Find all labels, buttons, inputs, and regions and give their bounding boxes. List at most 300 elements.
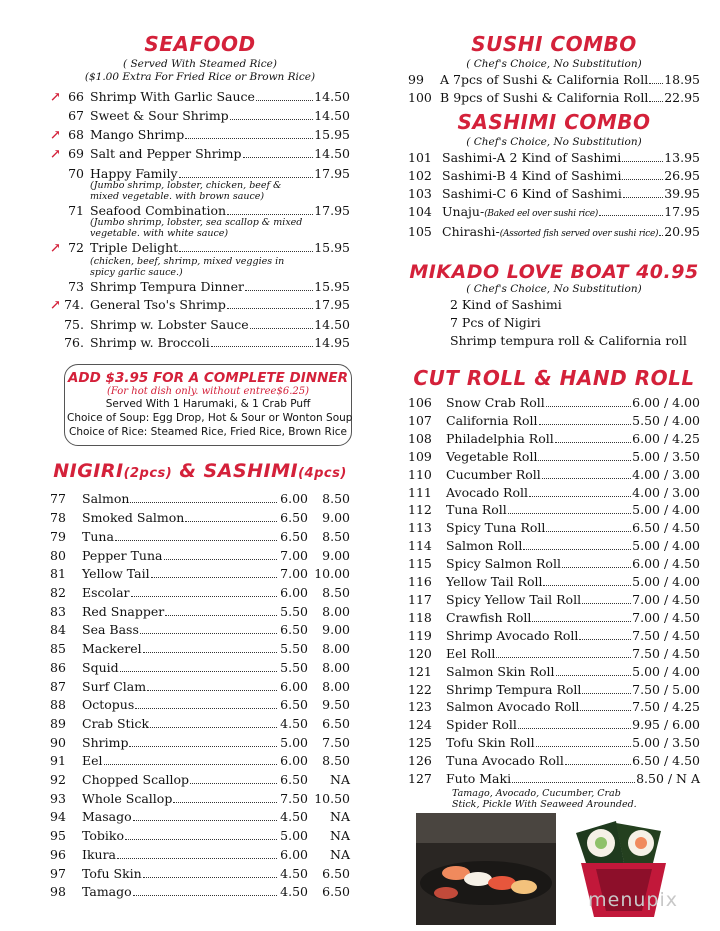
leader-dots [523,543,631,550]
item-number: 83 [50,603,66,619]
item-price: 5.00 / 4.00 [632,538,700,554]
item-name: Yellow Tail Roll [446,574,543,590]
nigiri-price: 6.00 [280,584,308,600]
nigiri-item [50,827,350,846]
sashimi-price: 8.50 [322,584,350,600]
item-name: Snow Crab Roll [446,395,545,410]
item-price: 39.95 [664,186,700,201]
item-price: 17.95 [314,297,350,313]
love-boat-lines [450,296,700,350]
nigiri-item [50,771,350,790]
roll-item [408,752,700,770]
item-name: Spicy Yellow Tail Roll [446,591,582,607]
sashimi-price: 9.00 [322,622,350,638]
leader-dots [133,814,277,821]
sashimi-combo-item [408,149,700,167]
nigiri-price: 6.50 [280,697,308,713]
sashimi-price: NA [330,846,350,862]
love-boat-line: 2 Kind of Sashimi [450,297,562,312]
leader-dots [546,525,631,532]
leader-dots [143,871,277,878]
item-price: 13.95 [664,150,700,165]
right-column [408,0,700,925]
item-name: Ikura [82,846,116,862]
item-number: 115 [408,556,432,572]
sashimi-price: 8.50 [322,491,350,507]
item-number: 120 [408,645,432,661]
item-price: 6.00 / 4.25 [632,430,700,446]
item-name: Sea Bass [82,622,139,638]
leader-dots [227,302,313,309]
love-boat-line: Shrimp tempura roll & California roll [450,333,687,348]
nigiri-price: 5.00 [280,828,308,844]
sashimi-price: 6.50 [322,865,350,881]
item-name: Shrimp w. Broccoli [90,335,210,351]
sushi-combo-list [408,71,700,106]
item-price: 6.50 / 4.50 [632,753,700,769]
sashimi-combo-title: SASHIMI COMBO [457,110,651,134]
leader-dots [622,155,663,162]
leader-dots [496,651,631,658]
item-name: Cucumber Roll [446,466,541,482]
item-number: 104 [408,204,432,219]
leader-dots [599,209,663,216]
nigiri-title-c: & SASHIMI [172,460,299,483]
item-name: Escolar [82,584,130,600]
sashimi-combo-item [408,185,700,203]
item-name: 9pcs of Sushi & California Roll [453,89,649,105]
dinner-box-sub: (For hot dish only. without entree$6.25) [106,386,310,398]
seafood-item [50,145,350,164]
roll-item [408,627,700,645]
item-price: 7.50 / 4.50 [632,645,700,661]
complete-dinner-box [64,364,352,446]
leader-dots [649,95,663,102]
seafood-item [50,296,350,315]
seafood-item [50,316,350,334]
item-price: 5.00 / 4.00 [632,502,700,518]
leader-dots [582,597,631,604]
nigiri-price: 6.50 [280,772,308,788]
item-price: 17.95 [314,165,350,181]
item-name: Shrimp Avocado Roll [446,627,579,643]
sushi-combo-sub: ( Chef's Choice, No Substitution) [466,58,642,70]
item-name: Salmon Avocado Roll [446,699,580,715]
sashimi-price: 6.50 [322,715,350,731]
leader-dots [165,609,277,616]
item-name: Sashimi-C 6 Kind of Sashimi [442,186,622,201]
item-number: 92 [50,772,66,788]
sashimi-price: 10.00 [314,566,350,582]
item-name: Mackerel [82,641,142,657]
leader-dots [250,322,314,329]
item-name: Vegetable Roll [446,448,538,464]
leader-dots [104,758,277,765]
leader-dots [117,852,277,859]
seafood-item [50,107,350,125]
item-name: Seafood Combination [90,203,227,219]
item-number: 124 [408,717,432,733]
nigiri-title-b: (2pcs) [123,466,173,482]
item-name: Shrimp Tempura Dinner [90,278,244,294]
item-price: 5.00 / 3.50 [632,735,700,751]
nigiri-item [50,715,350,734]
item-price: 18.95 [664,72,700,87]
seafood-item [50,334,350,352]
item-number: 117 [408,591,432,607]
item-number: 89 [50,715,66,731]
item-price: 7.50 / 4.50 [632,627,700,643]
leader-dots [179,245,313,252]
sashimi-combo-item [408,203,700,223]
seafood-sub2: ($1.00 Extra For Fried Rice or Brown Rice) [84,71,316,83]
leader-dots [133,889,277,896]
roll-item [408,734,700,752]
item-name: Whole Scallop [82,790,173,806]
item-price: 6.50 / 4.50 [632,520,700,536]
item-number: 79 [50,528,66,544]
item-price: 7.50 / 4.25 [632,699,700,715]
leader-dots [532,615,631,622]
item-number: 90 [50,734,66,750]
dinner-box-line3: Choice of Rice: Steamed Rice, Fried Rice, Brown Rice [69,426,347,439]
item-number: 74. [64,297,84,313]
leader-dots [536,740,632,747]
nigiri-price: 5.50 [280,659,308,675]
item-price: 14.50 [314,89,350,104]
item-price: 7.50 / 5.00 [632,681,700,697]
leader-dots [622,173,663,180]
nigiri-price: 6.00 [280,678,308,694]
item-price: 4.00 / 3.00 [632,466,700,482]
item-name: Tuna Avocado Roll [446,753,564,769]
item-number: 109 [408,448,432,464]
item-number: 93 [50,790,66,806]
item-description: (Jumbo shrimp, lobster, chicken, beef & mixed vegetable. with brown sauce) [90,180,282,203]
sashimi-combo-list [408,149,700,243]
item-number: 113 [408,520,432,536]
item-name: Masago [82,809,132,825]
item-price: 5.00 / 3.50 [632,448,700,464]
leader-dots [143,646,277,653]
item-number: 119 [408,627,432,643]
item-name: 7pcs of Sushi & California Roll [453,72,649,87]
sashimi-price: 8.00 [322,641,350,657]
roll-item [408,716,700,734]
item-price: 5.00 / 4.00 [632,663,700,679]
item-number: 72 [68,240,84,256]
leader-dots [115,534,277,541]
leader-dots [243,151,314,158]
item-name: Spider Roll [446,717,517,733]
item-number: 106 [408,395,432,410]
item-name: General Tso's Shrimp [90,297,226,313]
roll-item [408,412,700,430]
item-number: 110 [408,466,432,482]
leader-dots [227,208,313,215]
item-description: (Jumbo shrimp, lobster, sea scallop & mixed vegetable. with white sauce) [90,217,303,240]
roll-item [408,663,700,681]
seafood-item [50,88,350,107]
item-name: Tamago [82,884,132,900]
item-number: 78 [50,510,66,526]
item-name: Futo Maki [446,771,512,787]
nigiri-price: 6.00 [280,491,308,507]
roll-item [408,681,700,699]
item-price: 6.00 / 4.00 [632,395,700,410]
item-number: 71 [68,203,84,219]
seafood-list [50,88,350,352]
item-name: Chopped Scallop [82,772,190,788]
nigiri-item [50,509,350,528]
leader-dots [185,132,313,139]
item-price: 26.95 [664,168,700,183]
item-number: 125 [408,735,432,751]
nigiri-item [50,640,350,659]
roll-item [408,609,700,627]
item-price: 8.50 / N A [636,771,700,787]
sashimi-price: 9.00 [322,547,350,563]
seafood-item [50,126,350,145]
spicy-pepper-icon: ↗ [50,298,61,314]
item-name: Shrimp Tempura Roll [446,681,582,697]
item-name: Tuna Roll [446,502,507,518]
item-number: 86 [50,659,66,675]
leader-dots [518,722,631,729]
item-number: 123 [408,699,432,715]
nigiri-item [50,528,350,547]
item-price: 6.00 / 4.50 [632,556,700,572]
item-number: 99 [408,72,424,87]
sashimi-price: 6.50 [322,884,350,900]
item-price: 14.50 [314,316,350,332]
roll-item [408,591,700,609]
sushi-combo-item [408,89,700,107]
leader-dots [131,590,278,597]
roll-item [408,448,700,466]
nigiri-price: 6.50 [280,510,308,526]
nigiri-price: 6.00 [280,846,308,862]
item-number: 118 [408,609,432,625]
leader-dots [190,777,277,784]
sushi-combo-title: SUSHI COMBO [471,32,637,56]
leader-dots [129,740,277,747]
roll-item [408,537,700,555]
item-number: 91 [50,753,66,769]
item-number: 85 [50,641,66,657]
item-number: 105 [408,224,432,239]
item-name: Tofu Skin Roll [446,735,535,751]
item-price: 5.00 / 4.00 [632,574,700,590]
leader-dots [529,490,631,497]
leader-dots [135,702,277,709]
sashimi-price: NA [330,772,350,788]
leader-dots [582,687,631,694]
nigiri-title [50,460,350,482]
item-name: Happy Family [90,165,178,181]
leader-dots [140,627,277,634]
leader-dots [125,833,277,840]
leader-dots [512,776,635,783]
item-number: 94 [50,809,66,825]
nigiri-price: 5.50 [280,641,308,657]
leader-dots [649,77,663,84]
item-code: B [440,89,450,105]
nigiri-item [50,584,350,603]
item-name: Shrimp [82,734,129,750]
cut-roll-title: CUT ROLL & HAND ROLL [413,366,695,390]
leader-dots [179,171,314,178]
item-name: Red Snapper [82,603,165,619]
leader-dots [556,669,632,676]
spicy-pepper-icon: ↗ [50,147,61,163]
spicy-pepper-icon: ↗ [50,90,61,105]
sushi-combo-item [408,71,700,89]
item-number: 116 [408,574,432,590]
item-number: 73 [68,278,84,294]
seafood-item [50,278,350,296]
item-name: Squid [82,659,119,675]
item-price: 14.50 [314,146,350,162]
futo-maki-note: Tamago, Avocado, Cucumber, Crab Stick, Pickle With Seaweed Arounded. [452,787,637,811]
item-number: 111 [408,484,432,500]
nigiri-item [50,846,350,865]
nigiri-item [50,734,350,753]
nigiri-price: 6.00 [280,753,308,769]
item-number: 67 [68,108,84,124]
spicy-pepper-icon: ↗ [50,127,61,143]
item-price: 14.50 [314,108,350,124]
item-name: Sashimi-A 2 Kind of Sashimi [442,150,622,165]
love-boat-title: MIKADO LOVE BOAT 40.95 [409,261,699,283]
item-number: 88 [50,697,66,713]
item-price: 7.00 / 4.50 [632,609,700,625]
nigiri-price: 7.00 [280,547,308,563]
item-number: 103 [408,186,432,201]
item-name: Salt and Pepper Shrimp [90,146,242,162]
item-number: 80 [50,547,66,563]
item-price: 17.95 [314,203,350,219]
item-name: Mango Shrimp [90,126,185,142]
nigiri-item [50,547,350,566]
nigiri-title-d: (4pcs) [298,466,347,482]
item-name: Eel Roll [446,645,496,661]
nigiri-price: 4.50 [280,715,308,731]
nigiri-price: 4.50 [280,865,308,881]
item-price: 20.95 [664,224,700,239]
item-number: 77 [50,491,66,507]
roll-item [408,501,700,519]
item-number: 108 [408,430,432,446]
roll-item [408,555,700,573]
sashimi-price: 10.50 [314,790,350,806]
roll-item [408,645,700,663]
item-price: 15.95 [314,240,350,256]
item-number: 102 [408,168,432,183]
leader-dots [623,191,663,198]
leader-dots [147,684,277,691]
item-number: 68 [68,126,84,142]
leader-dots [256,94,313,101]
nigiri-item [50,696,350,715]
roll-item [408,484,700,502]
nigiri-item [50,752,350,771]
nigiri-item [50,883,350,902]
leader-dots [245,284,313,291]
leader-dots [538,454,631,461]
item-price: 22.95 [664,89,700,105]
item-price: 15.95 [314,278,350,294]
nigiri-item [50,659,350,678]
dinner-box-title: ADD $3.95 FOR A COMPLETE DINNER [67,370,348,387]
nigiri-item [50,621,350,640]
item-number: 122 [408,681,432,697]
item-number: 114 [408,538,432,554]
item-number: 76. [64,335,84,351]
dinner-box-line1: Served With 1 Harumaki, & 1 Crab Puff [105,398,311,411]
item-name: Shrimp With Garlic Sauce [90,89,255,104]
item-number: 69 [68,146,84,162]
item-description: (Baked eel over sushi rice) [484,209,598,219]
sashimi-price: 8.50 [322,753,350,769]
leader-dots [211,340,313,347]
item-name: Smoked Salmon [82,510,185,526]
item-name: Chirashi- [442,224,500,239]
item-number: 87 [50,678,66,694]
item-name: Triple Delight [90,240,179,256]
leader-dots [562,561,631,568]
leader-dots [230,113,314,120]
watermark: menupix [588,889,678,911]
love-boat-line: 7 Pcs of Nigiri [450,315,541,330]
sashimi-price: NA [330,809,350,825]
nigiri-price: 6.50 [280,528,308,544]
leader-dots [546,400,631,407]
item-number: 127 [408,771,432,787]
item-price: 4.00 / 3.00 [632,484,700,500]
item-name: Avocado Roll [446,484,528,500]
sashimi-combo-sub: ( Chef's Choice, No Substitution) [466,136,642,148]
nigiri-item [50,565,350,584]
item-number: 97 [50,865,66,881]
item-number: 70 [68,165,84,181]
item-price: 15.95 [314,126,350,142]
item-name: California Roll [446,412,538,428]
item-number: 82 [50,584,66,600]
nigiri-item [50,490,350,509]
item-number: 81 [50,566,66,582]
nigiri-price: 4.50 [280,884,308,900]
nigiri-price: 7.00 [280,566,308,582]
item-name: Yellow Tail [82,566,150,582]
item-number: 98 [50,884,66,900]
sashimi-price: 9.00 [322,510,350,526]
sashimi-price: 8.00 [322,659,350,675]
item-number: 66 [68,89,84,104]
sashimi-price: 7.50 [322,734,350,750]
sashimi-price: 9.50 [322,697,350,713]
leader-dots [579,633,631,640]
leader-dots [120,665,277,672]
item-name: Tobiko [82,828,124,844]
item-name: Sashimi-B 4 Kind of Sashimi [442,168,622,183]
item-number: 121 [408,663,432,679]
nigiri-item [50,678,350,697]
dinner-box-line2: Choice of Soup: Egg Drop, Hot & Sour or Wonton Soup [67,412,353,425]
leader-dots [173,796,277,803]
item-name: Sweet & Sour Shrimp [90,108,229,124]
item-name: Salmon Roll [446,538,523,554]
